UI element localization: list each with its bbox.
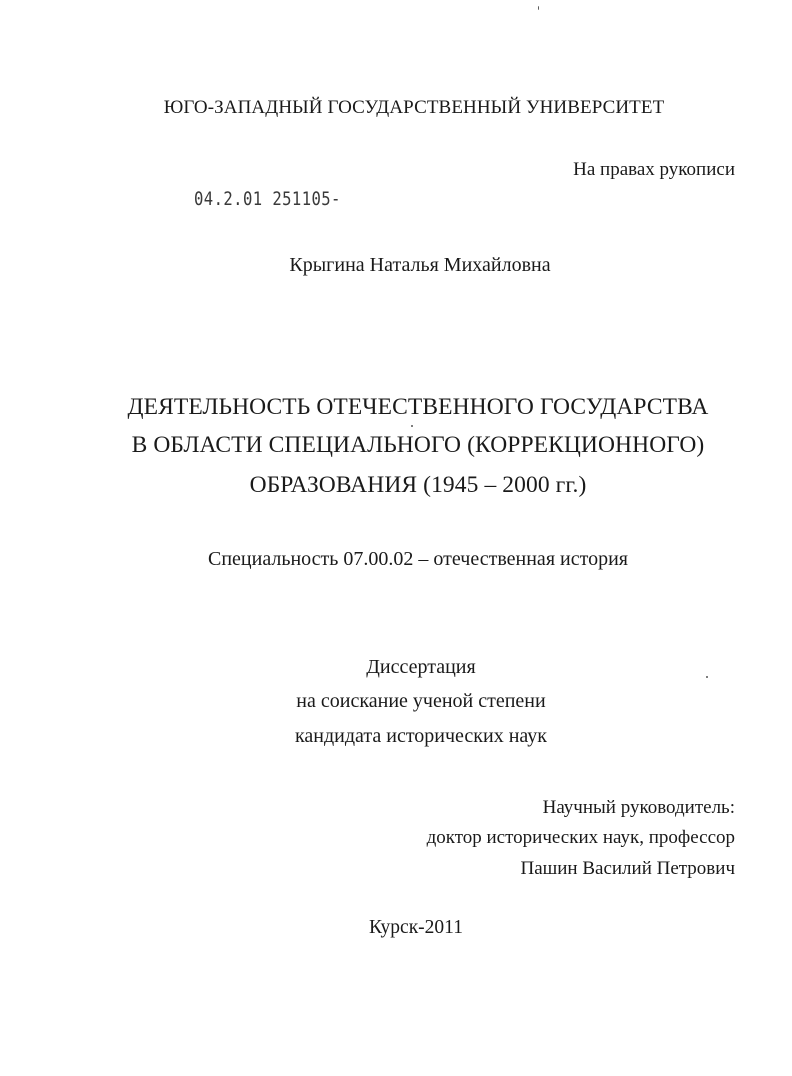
dissertation-line-2: на соискание ученой степени — [296, 690, 546, 712]
scan-speck — [411, 425, 413, 427]
scan-speck — [538, 6, 539, 10]
university-name: ЮГО-ЗАПАДНЫЙ ГОСУДАРСТВЕННЫЙ УНИВЕРСИТЕТ — [163, 97, 665, 118]
dissertation-line-1: Диссертация — [366, 656, 476, 678]
specialty: Специальность 07.00.02 – отечественная история — [208, 548, 628, 570]
stamp-code: 04.2.01 251105- — [194, 188, 341, 210]
city-year: Курск-2011 — [369, 917, 463, 938]
title-line-2: В ОБЛАСТИ СПЕЦИАЛЬНОГО (КОРРЕКЦИОННОГО) — [131, 432, 705, 458]
dissertation-line-3: кандидата исторических наук — [294, 725, 548, 747]
supervisor-degree: доктор исторических наук, профессор — [426, 827, 735, 848]
supervisor-heading: Научный руководитель: — [542, 797, 735, 818]
manuscript-note: На правах рукописи — [573, 159, 735, 180]
supervisor-name: Пашин Василий Петрович — [520, 858, 735, 879]
title-line-3: ОБРАЗОВАНИЯ (1945 – 2000 гг.) — [249, 472, 587, 498]
title-line-1: ДЕЯТЕЛЬНОСТЬ ОТЕЧЕСТВЕННОГО ГОСУДАРСТВА — [127, 394, 709, 420]
scan-speck — [706, 676, 708, 678]
author-name: Крыгина Наталья Михайловна — [289, 254, 551, 276]
